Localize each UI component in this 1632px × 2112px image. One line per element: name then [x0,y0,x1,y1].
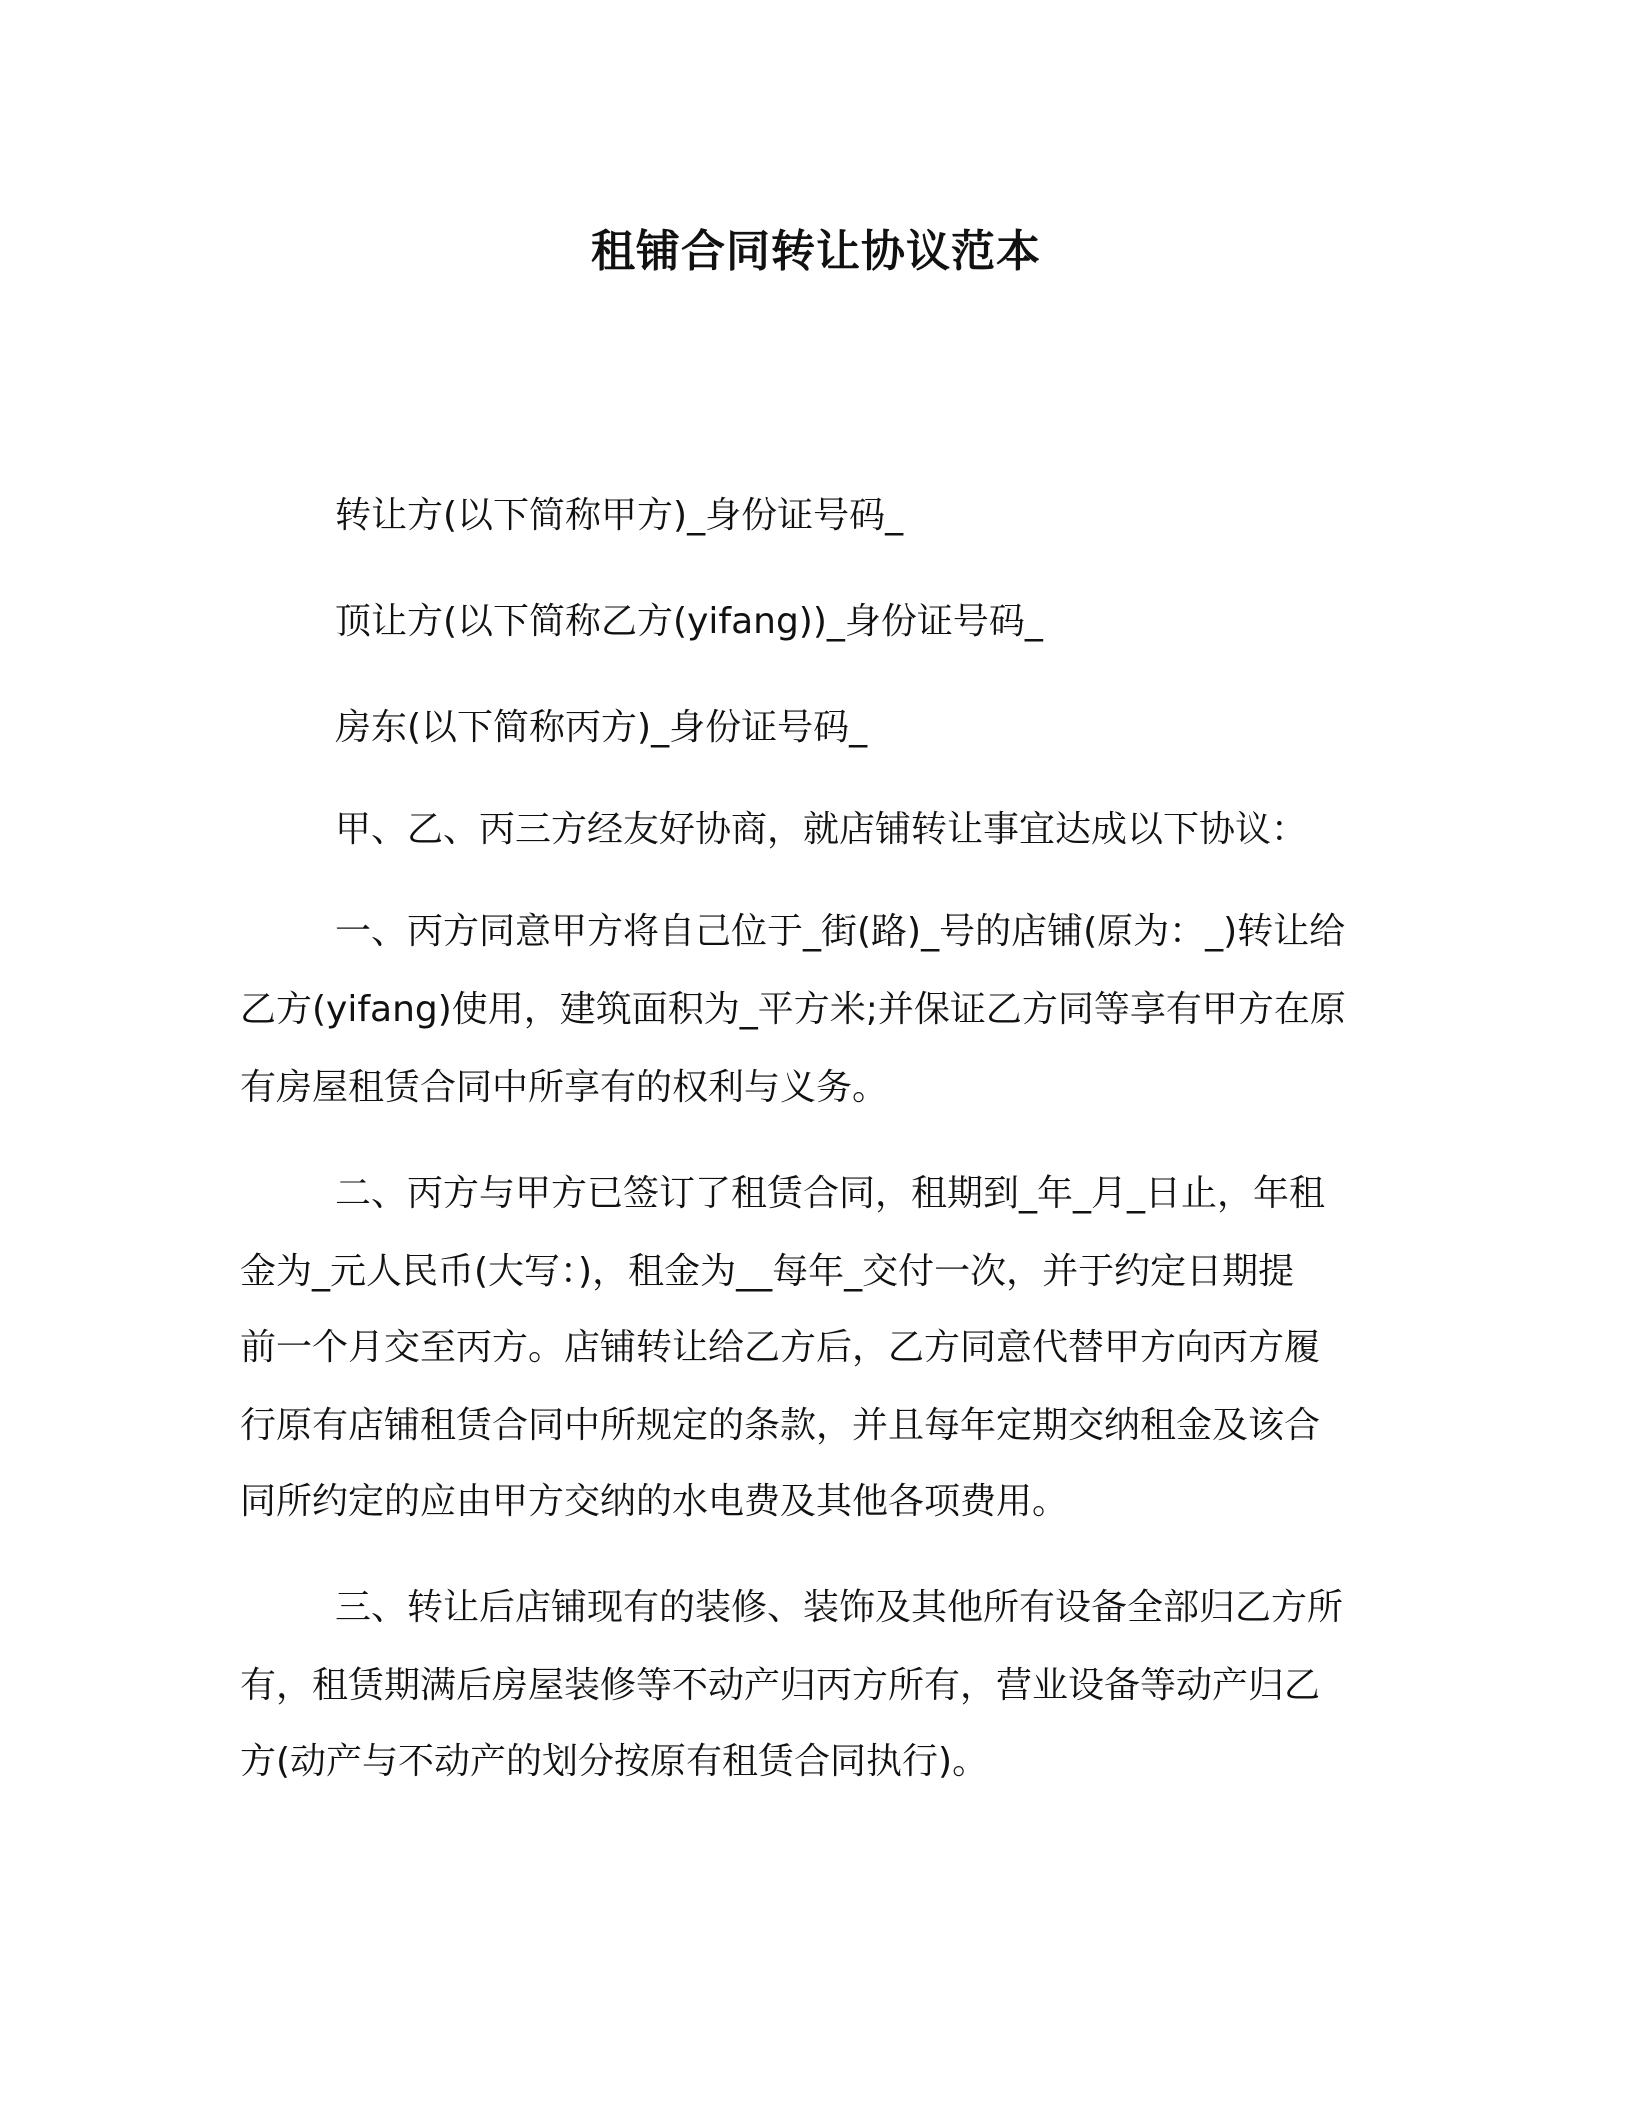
clause-1-line: 有房屋租赁合同中所享有的权利与义务。 [240,1067,889,1108]
clause-2-line: 行原有店铺租赁合同中所规定的条款，并且每年定期交纳租金及该合 [240,1405,1321,1446]
clause-1-line: 乙方(yifang)使用，建筑面积为_平方米;并保证乙方同等享有甲方在原 [240,989,1346,1030]
clause-2-line: 同所约定的应由甲方交纳的水电费及其他各项费用。 [240,1481,1069,1522]
clause-2-line: 金为_元人民币(大写：)，租金为__每年_交付一次，并于约定日期提 [240,1251,1295,1292]
clause-3-line: 三、转让后店铺现有的装修、装饰及其他所有设备全部归乙方所 [335,1587,1344,1628]
party-landlord: 房东(以下简称丙方)_身份证号码_ [335,707,868,748]
clause-2-line: 前一个月交至丙方。店铺转让给乙方后，乙方同意代替甲方向丙方履 [240,1327,1321,1368]
clause-1-line: 一、丙方同意甲方将自己位于_街(路)_号的店铺(原为：_)转让给 [335,911,1346,952]
clause-2-line: 二、丙方与甲方已签订了租赁合同，租期到_年_月_日止，年租 [335,1173,1326,1214]
clause-3-line: 有，租赁期满后房屋装修等不动产归丙方所有，营业设备等动产归乙 [240,1665,1321,1706]
party-transferee: 顶让方(以下简称乙方(yifang))_身份证号码_ [335,601,1043,642]
clause-3-line: 方(动产与不动产的划分按原有租赁合同执行)。 [240,1741,989,1782]
document-title: 租铺合同转让协议范本 [591,226,1041,277]
party-transferor: 转让方(以下简称甲方)_身份证号码_ [335,495,904,536]
intro-paragraph: 甲、乙、丙三方经友好协商，就店铺转让事宜达成以下协议： [335,809,1308,850]
